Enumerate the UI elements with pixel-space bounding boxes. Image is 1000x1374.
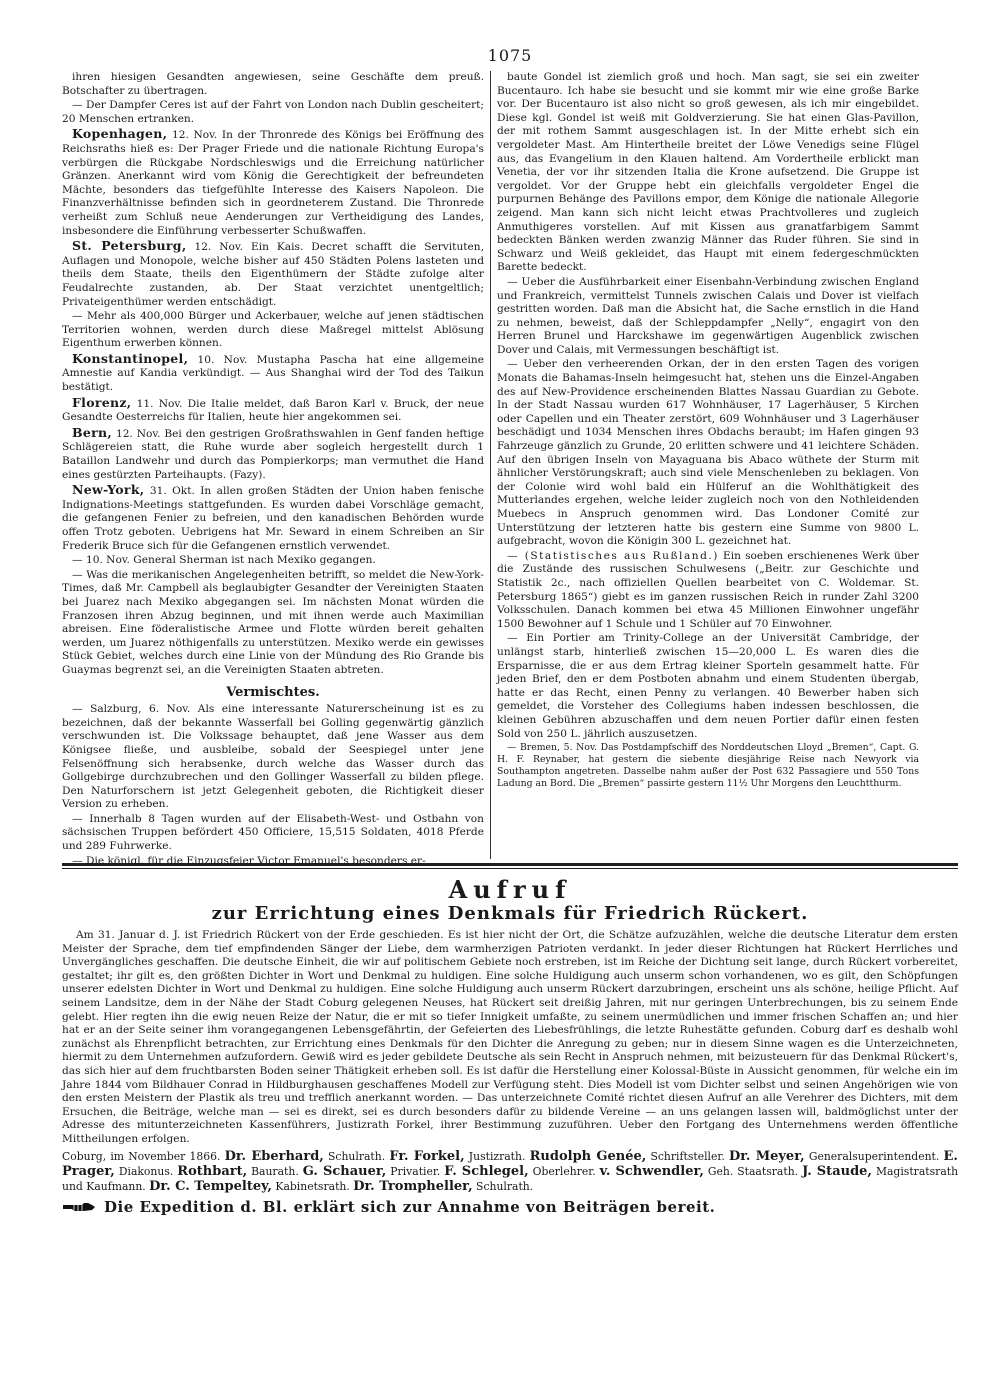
news-heading: — (Statistisches aus Rußland.) (507, 549, 719, 562)
signatory (444, 1165, 595, 1178)
signatory (303, 1165, 441, 1178)
signatory-name: Dr. Eberhard, (224, 1148, 324, 1164)
signatory-title: Oberlehrer. (532, 1164, 596, 1178)
signatory-title: Baurath. (251, 1164, 299, 1178)
news-item-russland (497, 550, 919, 632)
news-paragraph: — Ueber den verheerenden Orkan, der in den ersten Tagen des vorigen Monats die Bahamas-Inseln heimgesucht hat, stehen uns die Einzel-Angaben des auf New-Providence erscheinenden Blattes Nassau Guardian zu Gebote. In der Stadt Nassau wurden 617 Wohnhäuser, 17 Lagerhäuser, 5 Kirchen oder Capellen und ein Theater zerstört, 609 Wohnhäuser und 3 Lagerhäuser beschädigt und 1034 Menschen ihres Obdachs beraubt; im Hafen gingen 93 Fahrzeuge gänzlich zu Grunde, 20 erlitten schwere und 41 leichtere Schäden. Auf den übrigen Inseln von Mayaguana bis Abaco wüthete der Sturm mit ähnlicher Verstörungskraft; auch sind viele Menschenleben zu beklagen. Von der Colonie wird wohl bald ein Hülferuf an die Wohlthätigkeit des Mutterlandes ergehen, welche leider zugleich noch von den Nothleidenden Muebecs in Anspruch genommen wird. Das Londoner Comité zur Unterstützung der letzteren hatte bis gestern eine Summe von 9800 L. aufgebracht, wovon die Königin 300 L. gezeichnet hat. (497, 358, 919, 548)
news-paragraph: — Ein Portier am Trinity-College an der Universität Cambridge, der unlängst starb, hinterließ zwischen 15—20,000 L. Es waren dies die Ersparnisse, die er aus dem Ertrag kleiner Sporteln gesammelt hatte. Für jeden Brief, den er dem Postboten abnahm und einem Studenten übergab, hatte er das Recht, einen Penny zu verlangen. 40 Bewerber haben sich gemeldet, die Vorsteher des Collegiums haben indessen beschlossen, die kleinen Gebühren abzuschaffen und dem neuen Portier dafür einen festen Sold von 250 L. jährlich auszusetzen. (497, 632, 919, 740)
signatory-title: Magistratsrath und Kaufmann. (62, 1164, 959, 1193)
news-paragraph: — Mehr als 400,000 Bürger und Ackerbauer, welche auf jenen städtischen Territorien wohnen, werden durch diese Maßregel mittelst Ablösung Eigenthum erwerben können. (62, 310, 484, 350)
news-item-konstantinopel (62, 352, 484, 395)
signatory-title: Generalsuperintendent. (808, 1149, 940, 1163)
news-text: Ein soeben erschienenes Werk über die Zustände des russischen Schulwesens („Beitr. zur Geschichte und Statistik 2c., nach offiziellen Quellen bearbeitet von C. Woldemar. St. Petersburg 1865“) giebt es im ganzen russischen Reich in runder Zahl 3200 Volksschulen. Danach kommen bei etwa 45 Millionen Einwohner ungefähr 1500 Bewohner auf 1 Schule und 1 Schüler auf 70 Einwohner. (497, 549, 920, 630)
signatory-name: J. Staude, (802, 1163, 872, 1179)
signatory (729, 1150, 939, 1163)
signatory (353, 1180, 533, 1193)
right-column (497, 71, 919, 791)
dateline-place: Bern, (72, 424, 113, 440)
signatory-title: Privatier. (390, 1164, 441, 1178)
place-date: Coburg, im November 1866. (62, 1149, 221, 1163)
signatory-title: Justizrath. (468, 1149, 526, 1163)
news-paragraph: ihren hiesigen Gesandten angewiesen, seine Geschäfte dem preuß. Botschafter zu übertragen. (62, 71, 484, 97)
signatory-name: G. Schauer, (302, 1163, 387, 1179)
dateline-place: Kopenhagen, (72, 126, 168, 142)
news-paragraph: — Was die merikanischen Angelegenheiten betrifft, so meldet die New-York-Times, daß Mr. Campbell als beglaubigter Gesandter der Vereinigten Staaten bei Juarez nach Mexiko abgegangen sei. Im nächsten Monat würden die Franzosen ihren Abzug beginnen, und mit ihnen werde auch Maximilian abreisen. Eine föderalistische Armee und Flotte würden bereit gehalten werden, um Juarez nöthigenfalls zu unterstützen. Mexiko werde ein gewisses Stück Gebiet, welches durch eine Linie von der Mündung des Rio Grande bis Guaymas begrenzt sei, an die Vereinigten Staaten abtreten. (62, 568, 484, 676)
left-column (62, 71, 484, 869)
signatory-name: F. Schlegel, (444, 1163, 529, 1179)
news-paragraph: — Ueber die Ausführbarkeit einer Eisenbahn-Verbindung zwischen England und Frankreich, vermittelst Tunnels zwischen Calais und Dover ist vielfach gestritten worden. Daß man die Absicht hat, die Sache ernstlich in die Hand zu nehmen, beweist, daß der Schleppdampfer „Nelly“, engagirt von den Herren Brunel und Harckshawe im gegenwärtigen Augenblick zwischen Dover und Calais, mit Vermessungen beschäftigt ist. (497, 275, 919, 356)
expedition-text: Die Expedition d. Bl. erklärt sich zur Annahme von Beiträgen bereit. (104, 1197, 716, 1216)
signatory (600, 1165, 798, 1178)
section-heading-vermischtes: Vermischtes. (226, 684, 320, 700)
page-number: 1075 (487, 46, 533, 65)
news-paragraph: — Salzburg, 6. Nov. Als eine interessante Naturerscheinung ist es zu bezeichnen, daß der bekannte Wasserfall bei Golling gegenwärtig gänzlich verschwunden ist. Die Volkssage behauptet, daß jene Wasser aus dem Königsee fließe, und ausbleibe, sobald der Seespiegel unter jene Felsenöffnung sich herabsenke, durch welche das Wasser durch das Gollgebirge durchzubrechen und den Gollinger Wasserfall zu bilden pflege. Den Naturforschern ist jetzt Gelegenheit geboten, die Richtigkeit dieser Version zu erheben. (62, 703, 484, 811)
news-text: 11. Nov. Die Italie meldet, daß Baron Karl v. Bruck, der neue Gesandte Oesterreichs für Italien, heute hier angekommen sei. (62, 397, 484, 424)
news-item-newyork (62, 483, 484, 553)
news-item-bern (62, 426, 484, 482)
news-text: 12. Nov. In der Thronrede des Königs bei Eröffnung des Reichsraths hieß es: Der Prager Friede und die nationale Richtung Europa's verbürgen die Rückgabe Nordschleswigs und die Erreichung natürlicher Gränzen. Anerkannt wird vom König die Gerechtigkeit der befreundeten Mächte, besonders das tiefgefühlte Interesse des Kaisers Napoleon. Die Finanzverhältnisse befinden sich in geordneterem Zustand. Die Thronrede verheißt zum Schluß neue Aenderungen zur Vertheidigung des Landes, insbesondere die Einführung verbesserter Schußwaffen. (62, 129, 484, 237)
news-paragraph: — Die königl. für die Einzugsfeier Victor Emanuel's besonders er- (72, 854, 426, 867)
news-paragraph: — Innerhalb 8 Tagen wurden auf der Elisabeth-West- und Ostbahn von sächsischen Truppen befördert 450 Officiere, 15,515 Soldaten, 4018 Pferde und 289 Fuhrwerke. (62, 812, 484, 853)
signatory-title: Diakonus. (118, 1164, 174, 1178)
signatory-title: Kabinetsrath. (275, 1179, 350, 1193)
shipping-notice: — Bremen, 5. Nov. Das Postdampfschiff des Norddeutschen Lloyd „Bremen“, Capt. G. H. F. Reynaber, hat gestern die siebente diesjährige Reise nach Newyork via Southampton angetreten. Dasselbe nahm außer der Post 632 Passagiere und 550 Tons Ladung an Bord. Die „Bremen“ passirte gestern 11½ Uhr Morgens den Leuchtthurm. (497, 742, 919, 790)
signatory-name: v. Schwendler, (599, 1163, 704, 1179)
appeal-section (62, 877, 958, 1216)
signatory-name: Dr. Meyer, (728, 1148, 805, 1164)
signatory (389, 1150, 525, 1163)
news-item-kopenhagen (62, 127, 484, 238)
dateline-place: New-York, (72, 482, 145, 498)
appeal-body: Am 31. Januar d. J. ist Friedrich Rückert von der Erde geschieden. Es ist hier nicht der Ort, die Schätze aufzuzählen, welche die deutsche Literatur dem ersten Meister der Sprache, dem tief empfindenden Sänger der Liebe, dem warmherzigen Patrioten verdankt. In jeder dieser Richtungen hat Rückert Herrliches und Unvergängliches geschaffen. Die deutsche Einheit, die wir auf politischem Gebiete noch erstreben, ist im Reiche der Dichtung seit lange, durch Rückert vorbereitet, gestaltet; ihr gilt es, den größten Dichter in Wort und Denkmal zu huldigen. Eine solche Huldigung auch unserm schon vorhandenen, wo es gilt, den Schöpfungen unserer edelsten Dichter in Wort und Denkmal zu huldigen. Eine solche Huldigung auch unserm Rückert darzubringen, erscheint uns als schöne, heilige Pflicht. Auf seinem Landsitze, dem in der Nähe der Stadt Coburg gelegenen Neuses, hat Rückert seit dreißig Jahren, mit nur geringen Unterbrechungen, bis zu seinem Ende gelebt. Hier regten ihn die ewig neuen Reize der Natur, die er mit so tiefer Innigkeit umfaßte, zu seinem unermüdlichen und immer frischen Schaffen an; und hier hat er an der Seite seiner ihm vorangegangenen Lebensgefährtin, der Gefeierten des Liebesfrühlings, die letzte Ruhestätte gefunden. Coburg darf es deshalb wohl zunächst als Ehrenpflicht betrachten, zur Errichtung eines Denkmals für den Dichter die Anregung zu geben; nur in diesem Sinne wagen es die Unterzeichneten, hiermit zu dem Unternehmen aufzufordern. Gewiß wird es jeder gebildete Deutsche als sein Recht in Anspruch nehmen, mit beizusteuern für das Denkmal Rückert's, das sich hier auf dem fruchtbarsten Boden seiner Thätigkeit erheben soll. Es ist dafür die Herstellung einer Kolossal-Büste in Aussicht genommen, für welche ein im Jahre 1844 vom Bildhauer Conrad in Hildburghausen geschaffenes Modell zur Verfügung steht. Dies Modell ist vom Dichter selbst und seinen Angehörigen wie von den ersten Meistern der Plastik als treu und trefflich anerkannt worden. — Das unterzeichnete Comité richtet diesen Aufruf an alle Verehrer des Dichters, mit dem Ersuchen, die Beiträge, welche man — sei es direkt, sei es durch besonders dafür zu bildende Vereine — an uns gelangen lassen will, baldmöglichst unter der Adresse des mitunterzeichneten Kassenführers, Justizrath Forkel, ihrer Bestimmung zuzuführen. Ueber den Fortgang des Unternehmens werden öffentliche Mittheilungen erfolgen. (62, 929, 958, 1145)
appeal-title: Aufruf (448, 875, 572, 904)
signatory (149, 1180, 350, 1193)
dateline-place: Konstantinopel, (72, 350, 189, 366)
signatory (225, 1150, 386, 1163)
signature-block (62, 1149, 958, 1194)
signatory-name: E. Prager, (62, 1148, 958, 1179)
news-item-florenz (62, 396, 484, 425)
signatory-name: Dr. Trompheller, (353, 1178, 473, 1194)
news-paragraph: baute Gondel ist ziemlich groß und hoch. Man sagt, sie sei ein zweiter Bucentauro. Ich habe sie besucht und sie kommt mir wie eine große Barke vor. Der Bucentauro ist also nicht so groß gewesen, als ich mir eingebildet. Diese kgl. Gondel ist weiß mit Goldverzierung. Sie hat einen Glas-Pavillon, der mit rothem Sammt ausgeschlagen ist. In der Mitte erhebt sich ein vergoldeter Mast. Am Hintertheile breitet der Löwe Venedigs seine Flügel aus, das Evangelium in den Klauen haltend. Am Vordertheile erblickt man Venetia, der vor ihr sitzenden Italia die Krone aufsetzend. Die Gruppe ist vergoldet. Vor der Gruppe hebt ein gleichfalls vergoldeter Engel die purpurnen Behänge des Pavillons empor, dem Könige die nationale Allegorie zeigend. Man kann sich nicht leicht etwas Prachtvolleres und zugleich Anmuthigeres vorstellen. Auf mit Kissen aus granatfarbigem Sammt bedeckten Bänken werden zwanzig Männer das Ruder führen. Sie sind in Schwarz und Weiß gekleidet, das Haupt mit einem federgeschmückten Barette bedeckt. (497, 71, 919, 274)
pointing-hand-icon (62, 1200, 96, 1214)
signatory-title: Geh. Staatsrath. (707, 1164, 799, 1178)
signatory-name: Rudolph Genée, (529, 1148, 647, 1164)
dateline-place: St. Petersburg, (72, 238, 187, 254)
expedition-notice (62, 1198, 958, 1216)
news-text: 31. Okt. In allen großen Städten der Union haben fenische Indignations-Meetings stattgefunden. Es wurden dabei Vorschläge gemacht, die gefangenen Fenier zu befreien, und den kanadischen Behörden wurde offen Trotz geboten. Uebrigens hat Mr. Seward in einem Schreiben an Sir Frederik Bruce sich für die Gefangenen ernstlich verwendet. (62, 485, 484, 552)
signatory (530, 1150, 725, 1163)
signatory-name: Rothbart, (177, 1163, 248, 1179)
appeal-subtitle: zur Errichtung eines Denkmals für Friedrich Rückert. (211, 903, 809, 924)
signatory-title: Schriftsteller. (650, 1149, 725, 1163)
signatory-title: Schulrath. (328, 1149, 386, 1163)
signatory (177, 1165, 298, 1178)
news-paragraph: — Der Dampfer Ceres ist auf der Fahrt von London nach Dublin gescheitert; 20 Menschen ertranken. (62, 99, 484, 125)
news-columns (62, 71, 958, 867)
dateline-place: Florenz, (72, 394, 132, 410)
signatory-title: Schulrath. (476, 1179, 534, 1193)
signatory-name: Dr. C. Tempeltey, (149, 1178, 272, 1194)
news-text: 12. Nov. Bei den gestrigen Großrathswahlen in Genf fanden heftige Schlägereien statt, die Ruhe wurde aber sogleich hergestellt durch 1 Bataillon Landwehr und durch das Pompierkorps; man vermuthet die Hand eines gestürzten Parteihaupts. (Fazy). (62, 427, 484, 481)
news-text: 12. Nov. Ein Kais. Decret schafft die Servituten, Auflagen und Monopole, welche bisher auf 450 Städten Polens lasteten und theils dem Staate, theils den Eigenthümern der Städte zufolge alter Feudalrechte zustanden, ab. Der Staat verzichtet unentgeltlich; Privateigenthümer werden entschädigt. (62, 241, 484, 308)
news-paragraph: — 10. Nov. General Sherman ist nach Mexiko gegangen. (72, 554, 376, 567)
news-item-petersburg (62, 239, 484, 309)
news-text: 10. Nov. Mustapha Pascha hat eine allgemeine Amnestie auf Kandia verkündigt. — Aus Shanghai wird der Tod des Taikun bestätigt. (62, 353, 484, 394)
column-divider (490, 71, 491, 859)
signatory-name: Fr. Forkel, (389, 1148, 465, 1164)
